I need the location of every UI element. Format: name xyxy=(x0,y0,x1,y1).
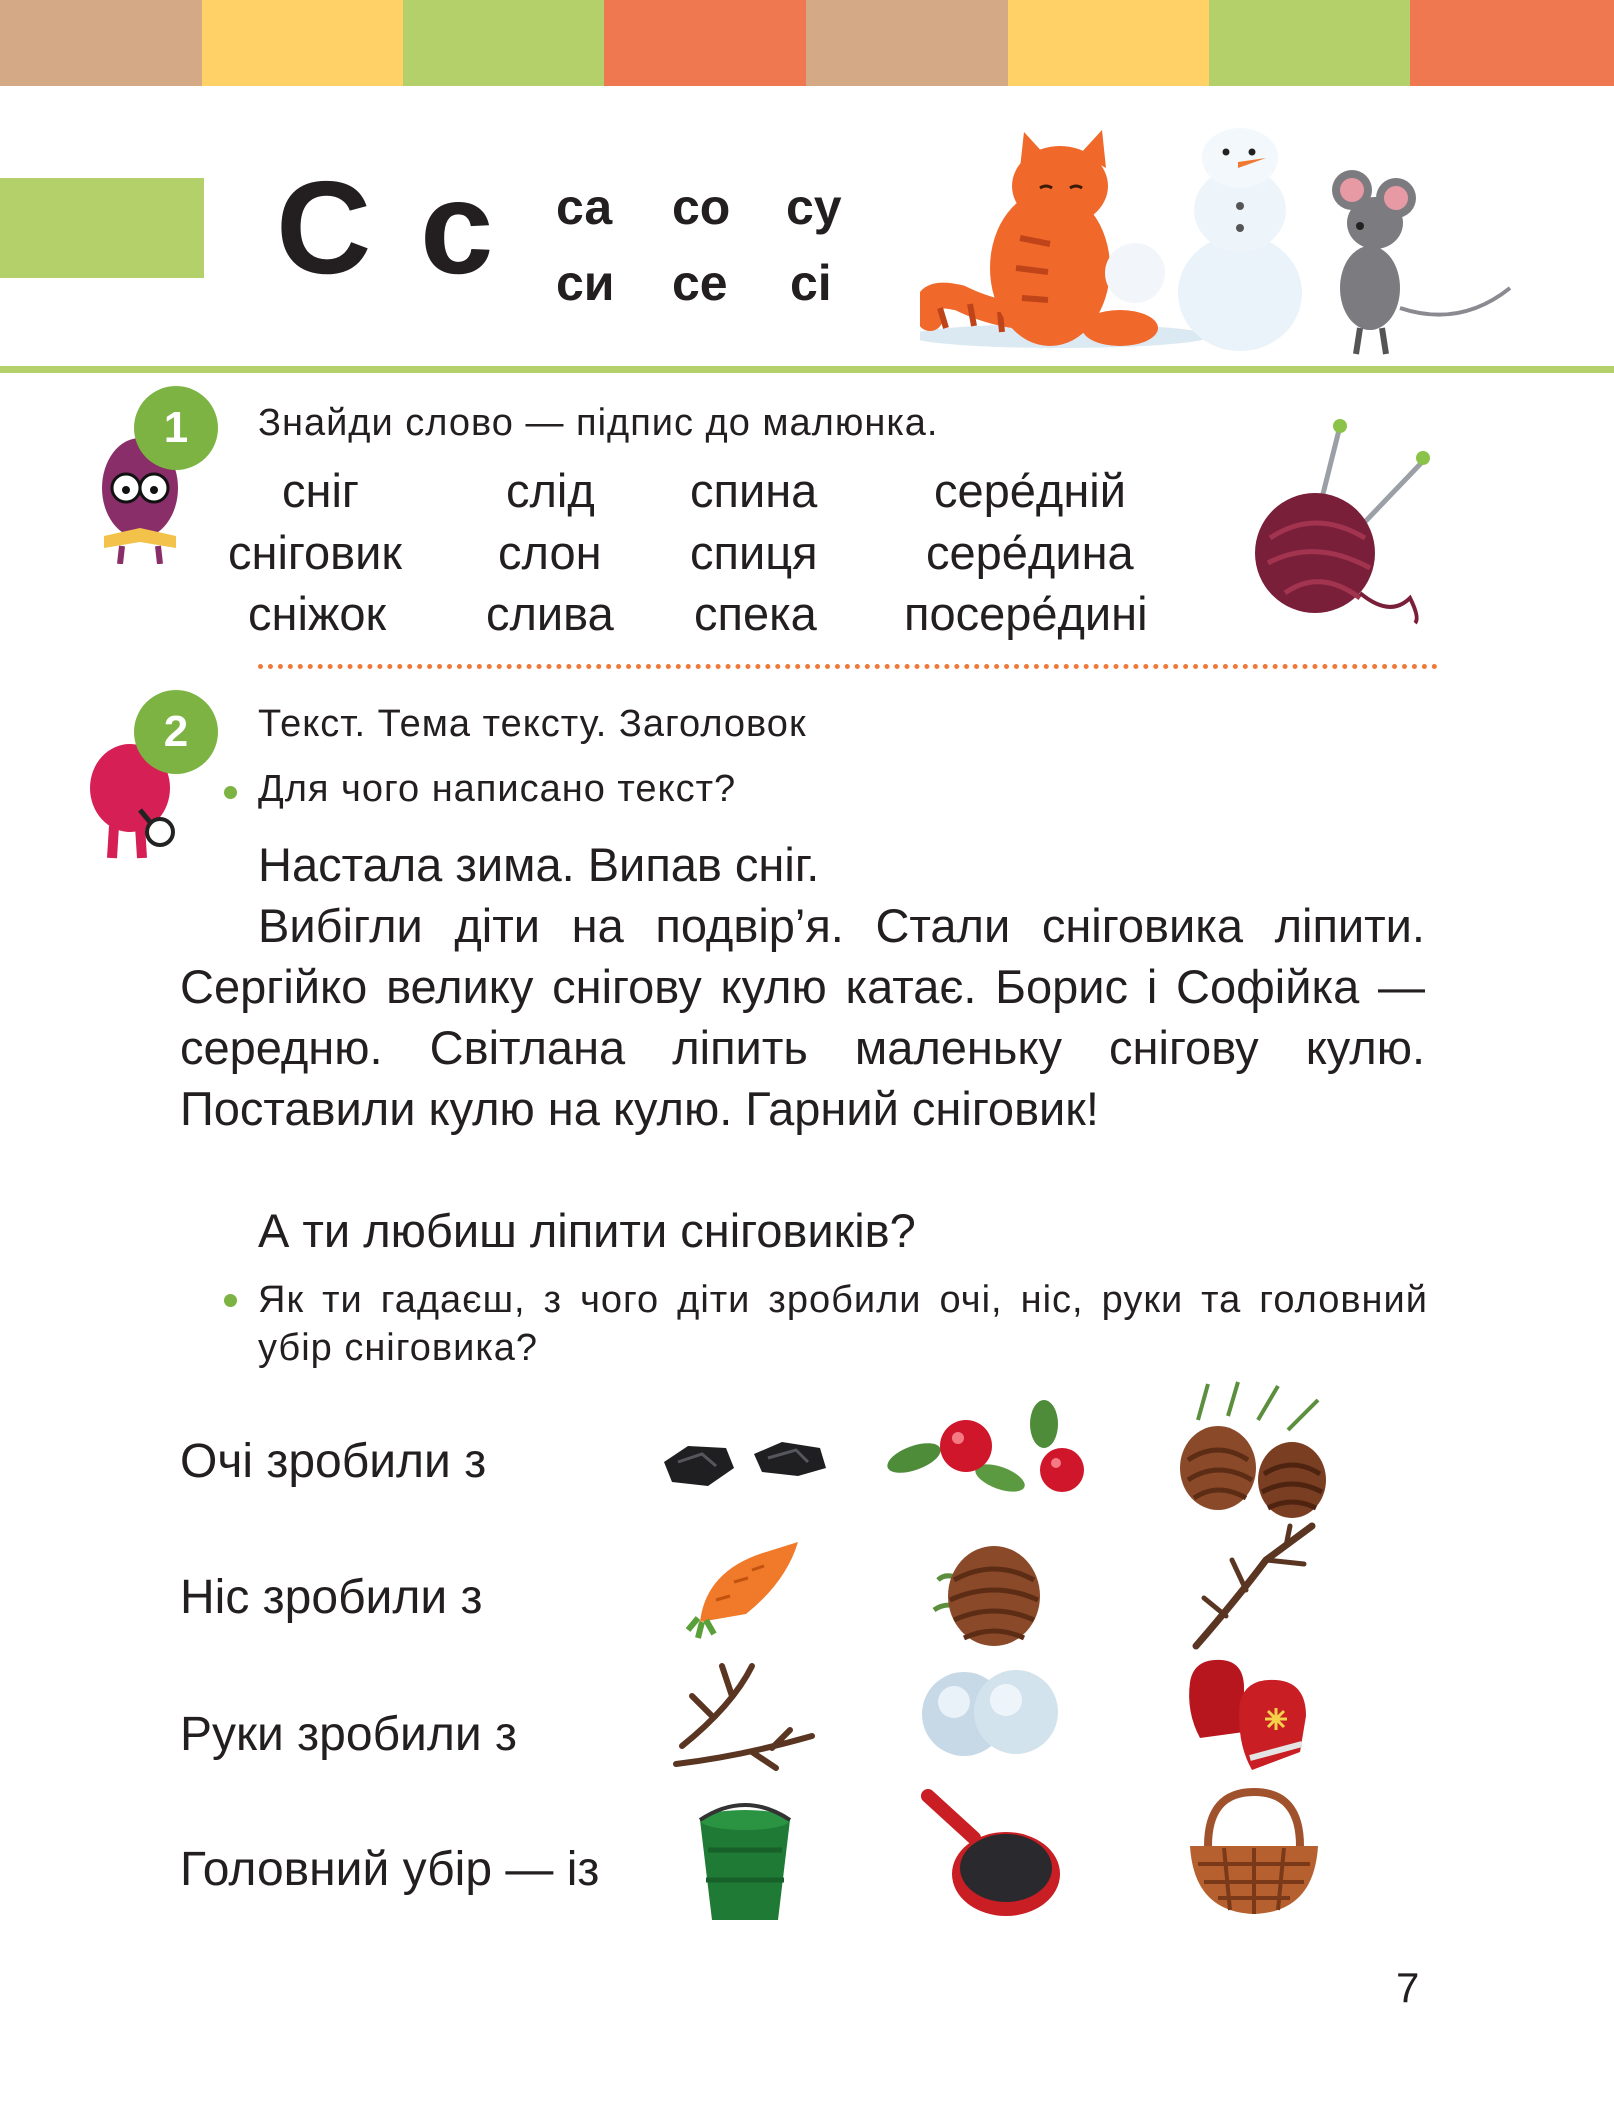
header-green-block xyxy=(0,178,204,278)
syllable: су xyxy=(786,179,842,235)
twigs-icon[interactable] xyxy=(672,1656,822,1776)
header-stripe-3 xyxy=(403,0,604,86)
yarn-ball-icon xyxy=(1250,418,1430,628)
header-stripe-7 xyxy=(1209,0,1410,86)
row-label: Ніс зробили з xyxy=(180,1571,483,1624)
task1-instruction: Знайди слово — підпис до малюнка. xyxy=(258,402,939,444)
word: спека xyxy=(694,587,817,640)
header-divider xyxy=(0,366,1614,373)
syllable: си xyxy=(556,255,615,311)
task-number-badge: 2 xyxy=(134,690,218,774)
section-divider xyxy=(258,664,1438,669)
twig-icon[interactable] xyxy=(1186,1520,1316,1650)
mittens-icon[interactable] xyxy=(1180,1652,1320,1776)
task-number-badge: 1 xyxy=(134,386,218,470)
bullet xyxy=(224,786,237,799)
header-stripe-1 xyxy=(0,0,202,86)
header-stripe-8 xyxy=(1410,0,1614,86)
carrot-icon[interactable] xyxy=(686,1530,816,1640)
word: слон xyxy=(498,526,602,579)
syllable: се xyxy=(672,255,728,311)
word: сере́дній xyxy=(934,464,1126,517)
word: слід xyxy=(506,464,595,517)
header-stripe-2 xyxy=(202,0,403,86)
syllable: со xyxy=(672,179,731,235)
text-line: А ти любиш ліпити сніговиків? xyxy=(258,1204,916,1257)
header-stripe-5 xyxy=(806,0,1008,86)
bucket-icon[interactable] xyxy=(690,1800,800,1924)
pinecone-icon[interactable] xyxy=(928,1540,1058,1650)
word: сніг xyxy=(282,464,360,517)
task2-title: Текст. Тема тексту. Заголовок xyxy=(258,703,807,745)
word: сніжок xyxy=(248,587,387,640)
basket-icon[interactable] xyxy=(1184,1786,1324,1920)
coal-icon[interactable] xyxy=(658,1418,838,1508)
syllable: са xyxy=(556,179,613,235)
text-line: Настала зима. Випав сніг. xyxy=(258,838,820,891)
cat-icon xyxy=(920,130,1210,348)
page-number: 7 xyxy=(1396,1964,1420,2011)
header-stripe-4 xyxy=(604,0,806,86)
header-stripe-6 xyxy=(1008,0,1209,86)
berries-icon[interactable] xyxy=(884,1400,1094,1510)
row-label: Головний убір — із xyxy=(180,1843,600,1896)
pinecones-icon[interactable] xyxy=(1168,1380,1338,1520)
snowman-icon xyxy=(1178,128,1302,351)
bullet xyxy=(224,1294,237,1307)
letter-title: С с xyxy=(276,154,500,301)
word: слива xyxy=(486,587,614,640)
word: спина xyxy=(690,464,818,517)
row-label: Очі зробили з xyxy=(180,1435,487,1488)
row-label: Руки зробили з xyxy=(180,1708,518,1761)
question: Як ти гадаєш, з чого діти зробили очі, ніс, руки та головний убір сніговика? xyxy=(258,1279,1428,1369)
word: спиця xyxy=(690,526,818,579)
word: посере́дині xyxy=(904,587,1148,640)
word: сере́дина xyxy=(926,526,1134,579)
word: сніговик xyxy=(228,526,402,579)
snowballs-icon[interactable] xyxy=(920,1662,1060,1762)
header-illustration xyxy=(920,128,1520,358)
pan-icon[interactable] xyxy=(914,1782,1064,1922)
mouse-icon xyxy=(1332,170,1510,354)
question: Для чого написано текст? xyxy=(258,768,737,810)
syllable: сі xyxy=(790,255,832,311)
story-paragraph: Вибігли діти на подвір’я. Стали сніговика ліпити. Сергійко велику снігову кулю катає. Борис і Софійка — середню. Світлана ліпить маленьку снігову кулю. Поставили кулю на кулю. Гарний сніговик! xyxy=(180,899,1425,1135)
